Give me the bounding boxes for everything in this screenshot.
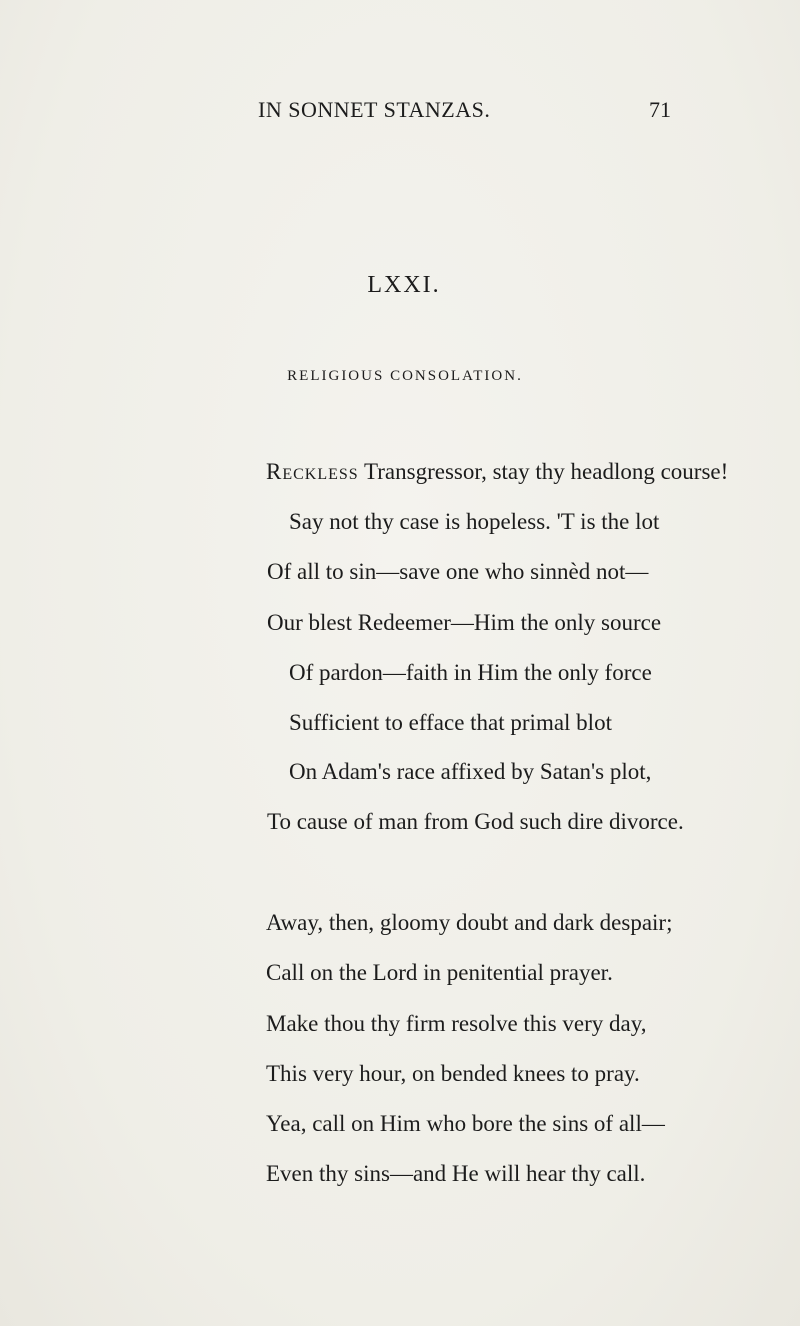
poem-line: Make thou thy firm resolve this very day,	[266, 1011, 647, 1036]
poem-line: Away, then, gloomy doubt and dark despair;	[266, 910, 673, 935]
sonnet-title: RELIGIOUS CONSOLATION.	[287, 368, 523, 384]
sonnet-number: LXXI.	[367, 272, 441, 298]
poem-line: To cause of man from God such dire divorce.	[267, 809, 684, 834]
poem-line: Our blest Redeemer—Him the only source	[267, 610, 662, 635]
line-text: Transgressor, stay thy headlong course!	[358, 459, 729, 484]
poem-line: Call on the Lord in penitential prayer.	[266, 960, 613, 985]
poem-line: Yea, call on Him who bore the sins of all—	[266, 1111, 665, 1136]
poem-line: This very hour, on bended knees to pray.	[266, 1061, 640, 1086]
opening-word: Reckless	[266, 459, 359, 484]
poem-line: Sufficient to efface that primal blot	[289, 710, 612, 735]
poem-line	[266, 458, 728, 486]
poem-line: Even thy sins—and He will hear thy call.	[266, 1161, 646, 1186]
poem-line: Of pardon—faith in Him the only force	[289, 660, 652, 685]
poem-line: Of all to sin—save one who sinnèd not—	[267, 559, 649, 584]
running-head: IN SONNET STANZAS.	[258, 97, 491, 122]
poem-line: Say not thy case is hopeless. 'T is the lot	[289, 509, 660, 534]
poem-line: On Adam's race affixed by Satan's plot,	[289, 759, 652, 784]
page-number: 71	[649, 97, 671, 122]
